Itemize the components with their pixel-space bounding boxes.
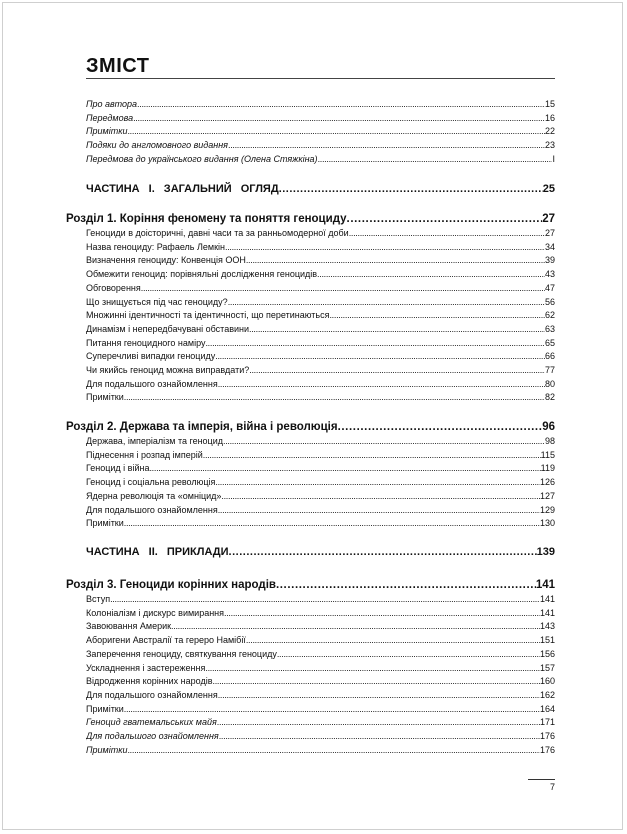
toc-entry-page: 157 bbox=[539, 662, 555, 673]
dot-leader bbox=[249, 323, 545, 335]
toc-entry-page: 129 bbox=[539, 504, 555, 515]
dot-leader bbox=[347, 212, 543, 227]
toc-entry-page: 63 bbox=[544, 323, 555, 334]
toc-entry-title: Розділ 3. Геноциди корінних народів bbox=[66, 579, 276, 591]
toc-entry-page: 176 bbox=[539, 744, 555, 755]
toc-row[interactable] bbox=[86, 607, 555, 619]
toc-entry-title: Чи якийсь геноцид можна виправдати? bbox=[86, 365, 250, 375]
toc-part-heading[interactable] bbox=[86, 182, 555, 197]
toc-entry-title: Суперечливі випадки геноциду bbox=[86, 351, 216, 362]
toc-entry-title: Що знищується під час геноциду? bbox=[86, 296, 228, 307]
dot-leader bbox=[246, 254, 545, 266]
toc-entry-page: 156 bbox=[539, 648, 555, 659]
toc-chapter-heading[interactable] bbox=[66, 212, 555, 227]
dot-leader bbox=[279, 182, 543, 197]
toc-entry-title: Примітки bbox=[86, 703, 124, 714]
page-title: ЗМІСТ bbox=[86, 55, 150, 77]
toc-entry-title: Відродження корінних народів bbox=[86, 676, 213, 687]
dot-leader bbox=[218, 378, 545, 390]
toc-entry-page: 127 bbox=[539, 490, 555, 501]
toc-entry-title: Питання геноцидного наміру bbox=[86, 337, 206, 348]
toc-entry-title: Аборигени Австралії та гереро Намібії bbox=[86, 635, 246, 646]
toc-entry-page: 16 bbox=[544, 112, 555, 123]
dot-leader bbox=[225, 241, 545, 253]
toc-part-heading[interactable] bbox=[86, 545, 555, 560]
toc-row[interactable] bbox=[86, 391, 555, 403]
toc-entry-page: 66 bbox=[544, 351, 555, 362]
dot-leader bbox=[221, 490, 540, 502]
title-underline bbox=[86, 78, 555, 79]
toc-entry-title: Для подальшого ознайомлення bbox=[86, 504, 218, 515]
toc-row[interactable] bbox=[86, 435, 555, 447]
toc-entry-page: 56 bbox=[544, 296, 555, 307]
toc-row-front-matter[interactable] bbox=[86, 125, 555, 137]
dot-leader bbox=[223, 435, 545, 447]
toc-row[interactable] bbox=[86, 309, 555, 321]
toc-entry-page: 34 bbox=[544, 241, 555, 252]
toc-entry-title: Піднесення і розпад імперій bbox=[86, 449, 203, 460]
dot-leader bbox=[124, 391, 545, 403]
toc-entry-page: 98 bbox=[544, 436, 555, 446]
toc-entry-title: Обговорення bbox=[86, 282, 141, 293]
dot-leader bbox=[317, 268, 545, 280]
toc-row[interactable] bbox=[86, 268, 555, 280]
dot-leader bbox=[213, 675, 540, 687]
toc-entry-title: Ядерна революція та «омніцид» bbox=[86, 490, 222, 501]
toc-row[interactable] bbox=[86, 323, 555, 335]
dot-leader bbox=[215, 350, 545, 362]
toc-entry-title: Назва геноциду: Рафаель Лемкін bbox=[86, 241, 225, 252]
toc-entry-page: 82 bbox=[544, 392, 555, 403]
toc-row[interactable] bbox=[86, 350, 555, 362]
toc-row[interactable] bbox=[86, 504, 555, 516]
dot-leader bbox=[349, 227, 545, 239]
dot-leader bbox=[171, 620, 540, 632]
toc-entry-title: ЧАСТИНА I. ЗАГАЛЬНИЙ ОГЛЯД bbox=[86, 183, 279, 195]
toc-entry-title: Примітки bbox=[86, 518, 124, 529]
toc-row[interactable] bbox=[86, 282, 555, 294]
toc-entry-title: Визначення геноциду: Конвенція ООН bbox=[86, 255, 246, 266]
toc-entry-page: 130 bbox=[539, 518, 555, 529]
dot-leader bbox=[246, 634, 540, 646]
toc-row[interactable] bbox=[86, 227, 555, 239]
toc-chapter-heading[interactable] bbox=[66, 420, 555, 435]
dot-leader bbox=[141, 282, 545, 294]
toc-entry-page: 141 bbox=[539, 594, 555, 604]
toc-entry-page: 141 bbox=[535, 579, 555, 591]
dot-leader bbox=[205, 337, 545, 349]
toc-row[interactable] bbox=[86, 662, 555, 674]
dot-leader bbox=[203, 449, 541, 461]
toc-entry-title: Ускладнення і застереження bbox=[86, 662, 206, 673]
toc-entry-page: 164 bbox=[539, 703, 555, 714]
toc-chapter-heading[interactable] bbox=[66, 578, 555, 593]
toc-entry-page: 65 bbox=[544, 337, 555, 348]
toc-entry-page: 15 bbox=[544, 99, 555, 109]
dot-leader bbox=[127, 125, 545, 137]
toc-entry-page: 96 bbox=[542, 421, 555, 433]
toc-entry-title: Динамізм і непередбачувані обставини bbox=[86, 323, 250, 334]
toc-row[interactable] bbox=[86, 517, 555, 529]
toc-row[interactable] bbox=[86, 730, 555, 742]
toc-entry-title: Примітки bbox=[86, 392, 124, 403]
toc-row-front-matter[interactable] bbox=[86, 112, 555, 124]
toc-entry-title: Передмова до українського видання (Олена Стяжкіна) bbox=[86, 153, 318, 164]
dot-leader bbox=[217, 716, 540, 728]
toc-entry-page: 25 bbox=[542, 183, 555, 195]
dot-leader bbox=[133, 112, 545, 124]
toc-entry-title: Колоніалізм і дискурс вимирання bbox=[86, 607, 225, 618]
dot-leader bbox=[127, 744, 540, 756]
dot-leader bbox=[124, 517, 540, 529]
dot-leader bbox=[205, 662, 540, 674]
toc-entry-title: Розділ 2. Держава та імперія, війна і революція bbox=[66, 421, 338, 433]
toc-entry-page: 77 bbox=[544, 365, 555, 375]
toc-entry-title: Передмова bbox=[86, 112, 134, 123]
toc-entry-page: 139 bbox=[536, 546, 555, 558]
dot-leader bbox=[318, 153, 553, 165]
footer-rule bbox=[528, 779, 555, 780]
toc-entry-title: Множинні ідентичності та ідентичності, що перетинаються bbox=[86, 310, 330, 321]
toc-row-front-matter[interactable] bbox=[86, 98, 555, 110]
toc-entry-title: Геноцид гватемальських майя bbox=[86, 717, 217, 728]
dot-leader bbox=[149, 462, 540, 474]
toc-row[interactable] bbox=[86, 462, 555, 474]
toc-entry-page: 27 bbox=[544, 228, 555, 238]
dot-leader bbox=[218, 504, 540, 516]
toc-row[interactable] bbox=[86, 490, 555, 502]
toc-row[interactable] bbox=[86, 241, 555, 253]
toc-entry-title: Геноциди в доісторичні, давні часи та за ранньомодерної доби bbox=[86, 228, 349, 238]
toc-row-front-matter[interactable] bbox=[86, 139, 555, 151]
dot-leader bbox=[229, 545, 537, 560]
toc-row[interactable] bbox=[86, 296, 555, 308]
toc-row[interactable] bbox=[86, 378, 555, 390]
toc-entry-title: Примітки bbox=[86, 126, 128, 137]
dot-leader bbox=[124, 703, 540, 715]
toc-entry-title: Для подальшого ознайомлення bbox=[86, 378, 218, 389]
toc-row[interactable] bbox=[86, 364, 555, 376]
dot-leader bbox=[110, 593, 540, 605]
toc-entry-title: ЧАСТИНА II. ПРИКЛАДИ bbox=[86, 546, 229, 558]
toc-entry-page: 160 bbox=[539, 676, 555, 687]
toc-entry-page: 62 bbox=[544, 310, 555, 321]
toc-entry-title: Розділ 1. Коріння феномену та поняття геноциду bbox=[66, 213, 347, 225]
toc-entry-title: Обмежити геноцид: порівняльні дослідження геноцидів bbox=[86, 269, 318, 280]
toc-entry-page: 119 bbox=[540, 463, 555, 474]
toc-row[interactable] bbox=[86, 593, 555, 605]
toc-entry-page: 176 bbox=[539, 731, 555, 741]
toc-row[interactable] bbox=[86, 254, 555, 266]
toc-entry-page: 27 bbox=[542, 213, 555, 225]
toc-entry-title: Про автора bbox=[86, 99, 138, 109]
toc-entry-page: 43 bbox=[544, 269, 555, 280]
toc-entry-page: 80 bbox=[544, 378, 555, 389]
toc-row[interactable] bbox=[86, 620, 555, 632]
page-number: 7 bbox=[549, 782, 555, 792]
toc-entry-page: 39 bbox=[544, 255, 555, 266]
toc-row[interactable] bbox=[86, 634, 555, 646]
dot-leader bbox=[249, 364, 545, 376]
toc-entry-title: Примітки bbox=[86, 744, 128, 755]
toc-entry-page: I bbox=[552, 153, 555, 164]
dot-leader bbox=[228, 139, 545, 151]
toc-entry-title: Заперечення геноциду, святкування геноциду bbox=[86, 648, 277, 659]
toc-row-front-matter[interactable] bbox=[86, 153, 555, 165]
dot-leader bbox=[329, 309, 545, 321]
toc-entry-page: 143 bbox=[539, 621, 555, 632]
toc-entry-page: 47 bbox=[544, 282, 555, 293]
toc-row[interactable] bbox=[86, 744, 555, 756]
toc-entry-page: 23 bbox=[544, 140, 555, 151]
dot-leader bbox=[224, 607, 540, 619]
dot-leader bbox=[277, 648, 540, 660]
toc-entry-title: Завоювання Америк bbox=[86, 621, 172, 632]
toc-row[interactable] bbox=[86, 476, 555, 488]
toc-row[interactable] bbox=[86, 689, 555, 701]
toc-entry-page: 151 bbox=[539, 635, 555, 646]
toc-entry-page: 162 bbox=[539, 689, 555, 700]
toc-entry-title: Геноцид і соціальна революція bbox=[86, 477, 216, 488]
dot-leader bbox=[276, 578, 536, 593]
dot-leader bbox=[338, 420, 543, 435]
toc-entry-title: Подяки до англомовного видання bbox=[86, 140, 228, 151]
toc-entry-page: 22 bbox=[544, 126, 555, 137]
toc-entry-page: 126 bbox=[539, 477, 555, 488]
toc-row[interactable] bbox=[86, 703, 555, 715]
toc-row[interactable] bbox=[86, 648, 555, 660]
dot-leader bbox=[218, 689, 540, 701]
dot-leader bbox=[215, 476, 540, 488]
toc-entry-page: 171 bbox=[539, 717, 555, 728]
toc-entry-title: Держава, імперіалізм та геноцид bbox=[86, 436, 223, 446]
toc-entry-title: Для подальшого ознайомлення bbox=[86, 731, 219, 741]
toc-row[interactable] bbox=[86, 716, 555, 728]
dot-leader bbox=[137, 98, 545, 110]
toc-row[interactable] bbox=[86, 449, 555, 461]
toc-entry-title: Геноцид і війна bbox=[86, 463, 150, 474]
toc-entry-title: Вступ bbox=[86, 594, 111, 604]
dot-leader bbox=[228, 296, 545, 308]
toc-row[interactable] bbox=[86, 675, 555, 687]
toc-entry-page: 115 bbox=[540, 449, 555, 460]
toc-entry-title: Для подальшого ознайомлення bbox=[86, 689, 218, 700]
toc-entry-page: 141 bbox=[539, 607, 555, 618]
dot-leader bbox=[219, 730, 540, 742]
toc-row[interactable] bbox=[86, 337, 555, 349]
